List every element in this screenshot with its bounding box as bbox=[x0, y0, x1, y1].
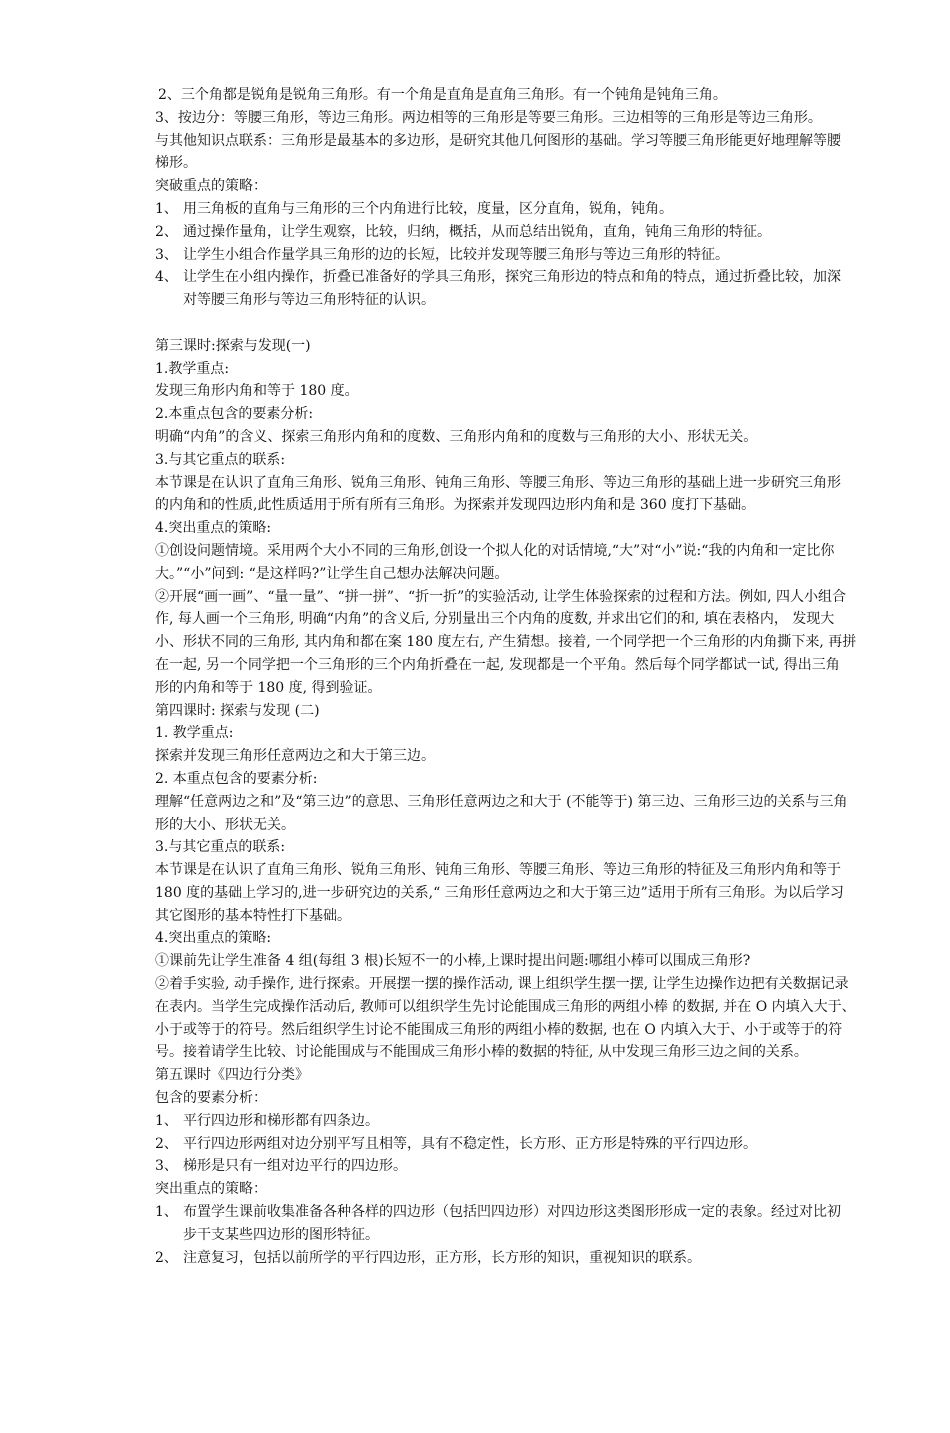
text-line: 第四课时: 探索与发现 (二) bbox=[155, 702, 320, 719]
list-item-number: 1、 bbox=[155, 1112, 178, 1129]
text-line: 发现三角形内角和等于 180 度。 bbox=[155, 383, 359, 400]
text-line: 1.教学重点: bbox=[155, 360, 230, 377]
list-item-number: 2、 bbox=[155, 1135, 178, 1152]
list-item-text: 梯形是只有一组对边平行的四边形。 bbox=[183, 1158, 407, 1175]
list-item-text: 注意复习，包括以前所学的平行四边形，正方形，长方形的知识，重视知识的联系。 bbox=[183, 1249, 701, 1266]
text-line: 突出重点的策略： bbox=[155, 1181, 267, 1198]
text-line: 大。”“小”问到: “是这样吗?”让学生自己想办法解决问题。 bbox=[155, 565, 509, 582]
text-line: ②着手实验, 动手操作, 进行探索。开展摆一摆的操作活动, 课上组织学生摆一摆, 让学生边操作边把有关数据记录 bbox=[155, 976, 849, 993]
text-line: 形的内角和等于 180 度, 得到验证。 bbox=[155, 679, 382, 696]
list-item bbox=[155, 1133, 927, 1156]
text-line: 3.与其它重点的联系: bbox=[155, 451, 286, 468]
list-item bbox=[155, 266, 927, 289]
text-line: 作, 每人画一个三角形, 明确“内角”的含义后, 分别量出三个内角的度数, 并求出它们的和, 填在表格内， 发现大 bbox=[155, 611, 835, 628]
text-line: 梯形。 bbox=[155, 155, 197, 172]
list-item-number: 3、 bbox=[155, 246, 178, 263]
list-item-number: 2、 bbox=[155, 223, 178, 240]
list-item-text: 让学生小组合作量学具三角形的边的长短，比较并发现等腰三角形与等边三角形的特征。 bbox=[183, 246, 729, 263]
text-line: 本节课是在认识了直角三角形、锐角三角形、钝角三角形、等腰三角形、等边三角形的特征及三角形内角和等于 bbox=[155, 862, 841, 879]
list-item-text: 平行四边形和梯形都有四条边。 bbox=[183, 1112, 379, 1129]
text-line: 在一起, 另一个同学把一个三角形的三个内角折叠在一起, 发现都是一个平角。然后每个同学都试一试, 得出三角 bbox=[155, 656, 840, 673]
text-line: 突破重点的策略： bbox=[155, 178, 267, 195]
text-line: 180 度的基础上学习的,进一步研究边的关系,“ 三角形任意两边之和大于第三边”适用于所有三角形。为以后学习 bbox=[155, 884, 844, 901]
text-line: 小、形状不同的三角形, 其内角和都在案 180 度左右, 产生猜想。接着, 一个同学把一个三角形的内角撕下来, 再拼 bbox=[155, 634, 857, 651]
text-line: 3.与其它重点的联系: bbox=[155, 839, 286, 856]
list-item bbox=[155, 244, 927, 267]
list-item-number: 2、 bbox=[155, 1249, 178, 1266]
text-line: ①创设问题情境。采用两个大小不同的三角形,创设一个拟人化的对话情境,“大”对“小”说:“我的内角和一定比你 bbox=[155, 542, 835, 559]
text-line: ①课前先让学生准备 4 组(每组 3 根)长短不一的小棒,上课时提出问题:哪组小棒可以围成三角形? bbox=[155, 953, 751, 970]
text-line: 本节课是在认识了直角三角形、锐角三角形、钝角三角形、等腰三角形、等边三角形的基础上进一步研究三角形 bbox=[155, 474, 841, 491]
text-line: ②开展“画一画”、“量一量”、“拼一拼”、“折一折”的实验活动, 让学生体验探索的过程和方法。例如, 四人小组合 bbox=[155, 588, 847, 605]
blank-line bbox=[155, 312, 927, 335]
list-item-text: 用三角板的直角与三角形的三个内角进行比较，度量，区分直角，锐角，钝角。 bbox=[183, 200, 673, 217]
list-item bbox=[155, 221, 927, 244]
list-item-continuation: 步干支某些四边形的图形特征。 bbox=[183, 1226, 379, 1243]
list-item-text: 布置学生课前收集准备各种各样的四边形（包括凹四边形）对四边形这类图形形成一定的表象。经过对比初 bbox=[183, 1204, 841, 1221]
text-line: 2、三个角都是锐角是锐角三角形。有一个角是直角是直角三角形。有一个钝角是钝角三角。 bbox=[158, 87, 727, 103]
text-line: 第三课时:探索与发现(一) bbox=[155, 337, 311, 354]
text-line: 2. 本重点包含的要素分析: bbox=[155, 770, 318, 787]
list-item-number: 4、 bbox=[155, 269, 178, 286]
list-item-number: 1、 bbox=[155, 1204, 178, 1221]
text-line: 包含的要素分析： bbox=[155, 1090, 267, 1107]
list-item-number: 1、 bbox=[155, 200, 178, 217]
list-item bbox=[155, 1247, 927, 1270]
document-page bbox=[155, 84, 927, 1269]
text-line: 明确“内角”的含义、探索三角形内角和的度数、三角形内角和的度数与三角形的大小、形状无关。 bbox=[155, 428, 758, 445]
text-line: 与其他知识点联系：三角形是最基本的多边形，是研究其他几何图形的基础。学习等腰三角形能更好地理解等腰 bbox=[155, 132, 841, 149]
text-line: 形的大小、形状无关。 bbox=[155, 816, 295, 833]
list-item-continuation: 对等腰三角形与等边三角形特征的认识。 bbox=[183, 292, 435, 309]
text-line: 的内角和的性质,此性质适用于所有所有三角形。为探索并发现四边形内角和是 360 度打下基础。 bbox=[155, 497, 756, 514]
text-line: 2.本重点包含的要素分析: bbox=[155, 406, 314, 423]
list-item bbox=[155, 1110, 927, 1133]
text-line: 4.突出重点的策略: bbox=[155, 520, 272, 537]
text-line: 第五课时《四边行分类》 bbox=[155, 1067, 309, 1084]
text-line: 号。接着请学生比较、讨论能围成与不能围成三角形小棒的数据的特征, 从中发现三角形三边之间的关系。 bbox=[155, 1044, 808, 1061]
text-line: 其它图形的基本特性打下基础。 bbox=[155, 907, 351, 924]
list-item-text: 通过操作量角，让学生观察，比较，归纳，概括，从而总结出锐角，直角，钝角三角形的特征。 bbox=[183, 223, 771, 240]
text-line: 理解“任意两边之和”及“第三边”的意思、三角形任意两边之和大于 (不能等于) 第三边、三角形三边的关系与三角 bbox=[155, 793, 848, 810]
text-line: 在表内。当学生完成操作活动后, 教师可以组织学生先讨论能围成三角形的两组小棒 的数据, 并在 O 内填入大于、 bbox=[155, 998, 856, 1015]
text-line: 探索并发现三角形任意两边之和大于第三边。 bbox=[155, 748, 435, 765]
text-line: 3、按边分：等腰三角形，等边三角形。两边相等的三角形是等要三角形。三边相等的三角形是等边三角形。 bbox=[155, 109, 822, 126]
list-item bbox=[155, 1201, 927, 1224]
list-item-text: 平行四边形两组对边分别平写且相等，具有不稳定性，长方形、正方形是特殊的平行四边形。 bbox=[183, 1135, 757, 1152]
text-line: 1. 教学重点: bbox=[155, 725, 234, 742]
list-item bbox=[155, 198, 927, 221]
list-item-text: 让学生在小组内操作，折叠已准备好的学具三角形，探究三角形边的特点和角的特点，通过折叠比较，加深 bbox=[183, 269, 841, 286]
list-item bbox=[155, 1155, 927, 1178]
text-line: 小于或等于的符号。然后组织学生讨论不能围成三角形的两组小棒的数据, 也在 O 内填入大于、小于或等于的符 bbox=[155, 1021, 843, 1038]
list-item-number: 3、 bbox=[155, 1158, 178, 1175]
text-line: 4.突出重点的策略: bbox=[155, 930, 272, 947]
